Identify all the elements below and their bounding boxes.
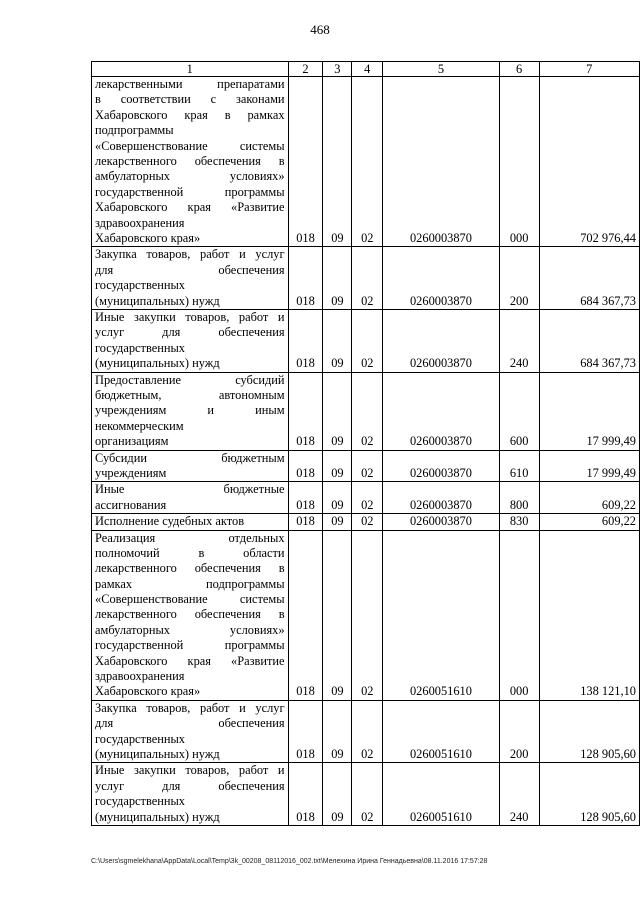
cell-col-4: 02 <box>352 309 383 372</box>
cell-col-2: 018 <box>288 700 323 763</box>
cell-col-3: 09 <box>323 514 352 530</box>
description-line: «Совершенствование системы <box>95 138 285 153</box>
description-line: полномочий в области <box>95 545 285 560</box>
cell-col-7: 138 121,10 <box>539 530 639 700</box>
description-line: государственных <box>95 340 186 355</box>
description-line: подпрограммы <box>95 123 174 138</box>
description-line: ассигнования <box>95 497 167 512</box>
cell-col-2: 018 <box>288 450 323 482</box>
cell-col-5: 0260051610 <box>383 763 500 826</box>
row-description <box>92 309 289 372</box>
cell-col-7: 684 367,73 <box>539 247 639 310</box>
description-line: Субсидии бюджетным <box>95 450 285 465</box>
description-line: Хабаровского края «Развитие <box>95 200 285 215</box>
description-line: бюджетным, автономным <box>95 387 285 402</box>
cell-col-4: 02 <box>352 372 383 450</box>
column-header-4: 4 <box>352 62 383 77</box>
cell-col-3: 09 <box>323 247 352 310</box>
cell-col-3: 09 <box>323 530 352 700</box>
description-line: (муниципальных) нужд <box>95 356 220 371</box>
cell-col-4: 02 <box>352 763 383 826</box>
cell-col-2: 018 <box>288 77 323 247</box>
cell-col-6: 200 <box>499 247 539 310</box>
row-description <box>92 700 289 763</box>
cell-col-6: 240 <box>499 763 539 826</box>
column-header-3: 3 <box>323 62 352 77</box>
description-line: (муниципальных) нужд <box>95 809 220 824</box>
description-line: Реализация отдельных <box>95 530 285 545</box>
cell-col-2: 018 <box>288 514 323 530</box>
column-header-7: 7 <box>539 62 639 77</box>
description-line: организациям <box>95 434 169 449</box>
cell-col-6: 000 <box>499 77 539 247</box>
cell-col-2: 018 <box>288 309 323 372</box>
table-row <box>92 514 640 530</box>
cell-col-6: 600 <box>499 372 539 450</box>
description-line: в соответствии с законами <box>95 92 285 107</box>
cell-col-7: 17 999,49 <box>539 372 639 450</box>
budget-table <box>91 61 640 826</box>
cell-col-7: 684 367,73 <box>539 309 639 372</box>
cell-col-7: 128 905,60 <box>539 700 639 763</box>
description-line: лекарственного обеспечения в <box>95 153 285 168</box>
description-line: Хабаровского края в рамках <box>95 107 285 122</box>
description-line: Хабаровского края» <box>95 684 201 699</box>
cell-col-4: 02 <box>352 247 383 310</box>
description-line: амбулаторных условиях» <box>95 169 285 184</box>
description-line: Хабаровского края «Развитие <box>95 653 285 668</box>
row-description <box>92 450 289 482</box>
cell-col-6: 200 <box>499 700 539 763</box>
table-row <box>92 530 640 700</box>
row-description <box>92 514 289 530</box>
cell-col-6: 240 <box>499 309 539 372</box>
table-row <box>92 247 640 310</box>
description-line: лекарственного обеспечения в <box>95 561 285 576</box>
table-row <box>92 450 640 482</box>
cell-col-5: 0260003870 <box>383 77 500 247</box>
cell-col-5: 0260003870 <box>383 309 500 372</box>
description-line: лекарственными препаратами <box>95 77 285 91</box>
cell-col-6: 800 <box>499 482 539 514</box>
header-row <box>92 62 640 77</box>
description-line: услуг для обеспечения <box>95 325 285 340</box>
row-description <box>92 482 289 514</box>
description-line: (муниципальных) нужд <box>95 747 220 762</box>
cell-col-2: 018 <box>288 247 323 310</box>
column-header-6: 6 <box>499 62 539 77</box>
cell-col-3: 09 <box>323 763 352 826</box>
cell-col-7: 609,22 <box>539 514 639 530</box>
description-line: учреждениям <box>95 465 167 480</box>
description-line: Иные закупки товаров, работ и <box>95 763 285 778</box>
cell-col-4: 02 <box>352 700 383 763</box>
cell-col-5: 0260051610 <box>383 530 500 700</box>
description-line: Предоставление субсидий <box>95 372 285 387</box>
table-row <box>92 763 640 826</box>
description-line: для обеспечения <box>95 716 285 731</box>
description-line: услуг для обеспечения <box>95 778 285 793</box>
description-line: некоммерческим <box>95 418 184 433</box>
description-line: «Совершенствование системы <box>95 592 285 607</box>
cell-col-5: 0260003870 <box>383 450 500 482</box>
cell-col-7: 17 999,49 <box>539 450 639 482</box>
cell-col-4: 02 <box>352 450 383 482</box>
description-line: Иные закупки товаров, работ и <box>95 309 285 324</box>
cell-col-3: 09 <box>323 450 352 482</box>
description-line: государственной программы <box>95 184 285 199</box>
row-description <box>92 372 289 450</box>
cell-col-3: 09 <box>323 77 352 247</box>
cell-col-5: 0260003870 <box>383 247 500 310</box>
description-line: лекарственного обеспечения в <box>95 607 285 622</box>
cell-col-6: 830 <box>499 514 539 530</box>
cell-col-5: 0260003870 <box>383 482 500 514</box>
cell-col-2: 018 <box>288 530 323 700</box>
column-header-5: 5 <box>383 62 500 77</box>
cell-col-5: 0260003870 <box>383 514 500 530</box>
cell-col-3: 09 <box>323 372 352 450</box>
cell-col-2: 018 <box>288 482 323 514</box>
row-description <box>92 247 289 310</box>
file-path-footer: C:\Users\sgmelekhana\AppData\Local\Temp\3k_00208_08112016_002.txt\Мелехина Ирина Геннадьевна\08.11.2016 17:57:28 <box>91 858 488 865</box>
table-row <box>92 372 640 450</box>
description-line: амбулаторных условиях» <box>95 622 285 637</box>
cell-col-6: 610 <box>499 450 539 482</box>
row-description <box>92 530 289 700</box>
column-header-1: 1 <box>92 62 289 77</box>
cell-col-4: 02 <box>352 77 383 247</box>
cell-col-3: 09 <box>323 309 352 372</box>
description-line: государственных <box>95 278 186 293</box>
description-line: государственных <box>95 794 186 809</box>
row-description <box>92 77 289 247</box>
description-line: государственной программы <box>95 638 285 653</box>
cell-col-4: 02 <box>352 514 383 530</box>
table-row <box>92 482 640 514</box>
cell-col-3: 09 <box>323 482 352 514</box>
description-line: государственных <box>95 731 186 746</box>
cell-col-5: 0260051610 <box>383 700 500 763</box>
page-number: 468 <box>310 22 330 37</box>
description-line: (муниципальных) нужд <box>95 293 220 308</box>
cell-col-4: 02 <box>352 530 383 700</box>
description-line: учреждениям и иным <box>95 403 285 418</box>
table-row <box>92 77 640 247</box>
description-line: для обеспечения <box>95 262 285 277</box>
cell-col-3: 09 <box>323 700 352 763</box>
description-line: Закупка товаров, работ и услуг <box>95 247 285 262</box>
cell-col-6: 000 <box>499 530 539 700</box>
table-row <box>92 309 640 372</box>
cell-col-2: 018 <box>288 763 323 826</box>
description-line: Хабаровского края» <box>95 230 201 245</box>
cell-col-7: 128 905,60 <box>539 763 639 826</box>
row-description <box>92 763 289 826</box>
description-line: здравоохранения <box>95 215 185 230</box>
cell-col-2: 018 <box>288 372 323 450</box>
description-line: здравоохранения <box>95 669 185 684</box>
description-line: Иные бюджетные <box>95 482 285 497</box>
description-line: Исполнение судебных актов <box>95 514 245 529</box>
description-line: рамках подпрограммы <box>95 576 285 591</box>
cell-col-4: 02 <box>352 482 383 514</box>
cell-col-7: 609,22 <box>539 482 639 514</box>
cell-col-7: 702 976,44 <box>539 77 639 247</box>
cell-col-5: 0260003870 <box>383 372 500 450</box>
description-line: Закупка товаров, работ и услуг <box>95 700 285 715</box>
table-row <box>92 700 640 763</box>
column-header-2: 2 <box>288 62 323 77</box>
